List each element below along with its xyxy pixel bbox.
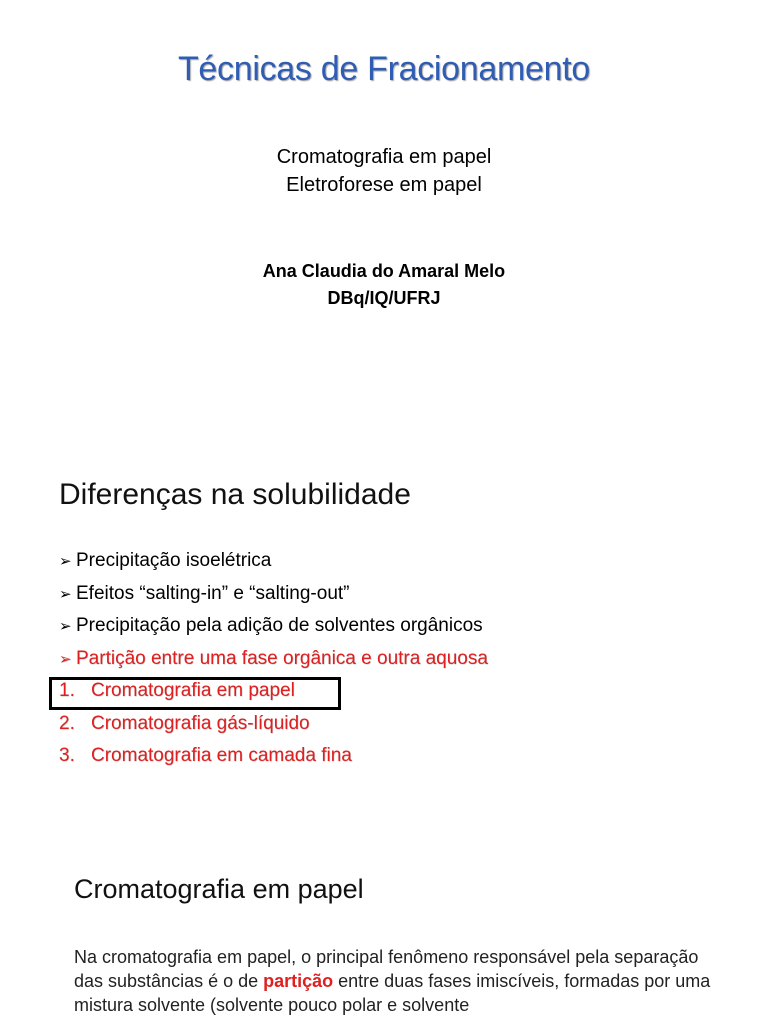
bullet-item xyxy=(59,613,488,646)
item-number: 1. xyxy=(59,680,75,701)
solubility-slide xyxy=(0,440,768,840)
arrow-bullet-icon: ➢ xyxy=(59,618,72,635)
arrow-bullet-icon: ➢ xyxy=(59,650,72,668)
arrow-bullet-icon: ➢ xyxy=(59,585,72,603)
slide-title: Cromatografia em papel xyxy=(74,874,364,904)
arrow-bullet-icon: ➢ xyxy=(59,553,72,570)
item-number: 2. xyxy=(59,712,75,734)
highlight-box xyxy=(49,677,341,710)
bullet-text: Efeitos “salting-in” e “salting-out” xyxy=(76,582,350,604)
title-slide xyxy=(0,0,768,440)
author-name: Ana Claudia do Amaral Melo xyxy=(262,261,506,281)
item-number: 3. xyxy=(59,745,75,766)
bullet-text: Precipitação isoelétrica xyxy=(76,550,272,571)
bullet-item xyxy=(59,581,488,614)
paper-chromatography-slide xyxy=(0,840,768,1024)
paragraph-text: Na cromatografia em papel, o principal fenômeno responsável pela separação das substâncias é o de xyxy=(74,947,699,991)
bullet-item xyxy=(59,548,488,581)
emphasized-term: partição xyxy=(263,971,334,991)
paragraph-text: entre duas fases imiscíveis, formadas por uma mistura solvente (solvente pouco polar e solvente xyxy=(74,971,711,1015)
body-paragraph xyxy=(74,945,714,1017)
item-text: Cromatografia gás-líquido xyxy=(91,712,310,734)
subtitle-line-1: Cromatografia em papel xyxy=(276,146,492,168)
numbered-item xyxy=(59,743,488,776)
bullet-text: Partição entre uma fase orgânica e outra aquosa xyxy=(76,647,488,669)
bullet-list xyxy=(59,548,488,776)
item-text: Cromatografia em papel xyxy=(91,680,295,701)
author-affiliation: DBq/IQ/UFRJ xyxy=(327,288,441,308)
bullet-text: Precipitação pela adição de solventes orgânicos xyxy=(76,615,483,636)
presentation-title: Técnicas de Fracionamento xyxy=(177,50,591,88)
slide-title: Diferenças na solubilidade xyxy=(59,478,411,511)
bullet-item-highlighted xyxy=(59,646,488,679)
numbered-item xyxy=(59,711,488,744)
item-text: Cromatografia em camada fina xyxy=(91,745,352,766)
subtitle-line-2: Eletroforese em papel xyxy=(286,174,482,196)
